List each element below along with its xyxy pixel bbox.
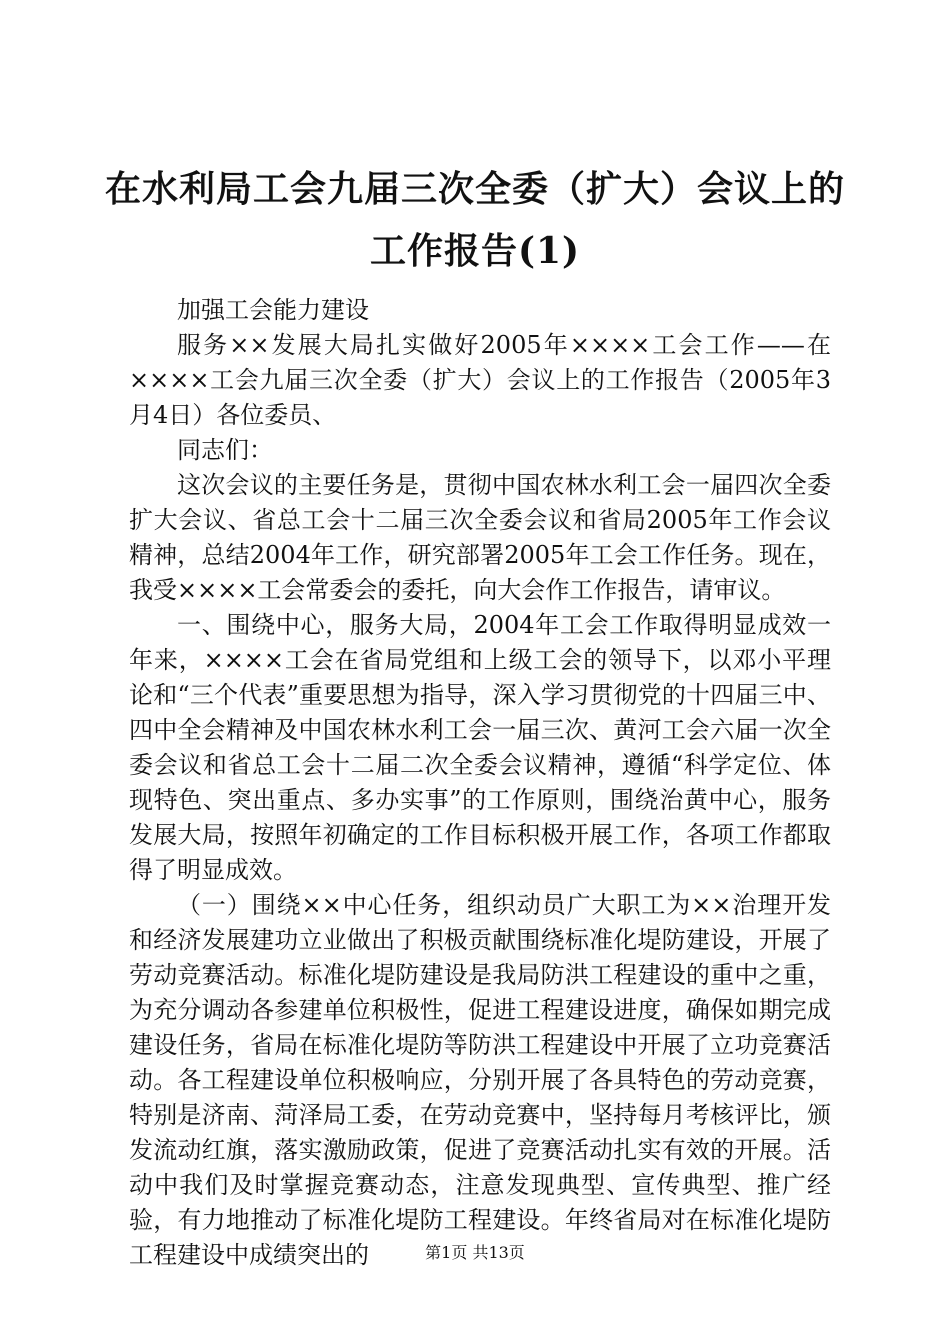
- paragraph-heading: 加强工会能力建设: [177, 296, 369, 324]
- page-footer: 第1页 共13页: [425, 1243, 525, 1262]
- paragraph-salutation: 同志们：: [177, 436, 273, 464]
- paragraph: 一、围绕中心，服务大局，2004年工会工作取得明显成效一年来，××××工会在省局党组和上级工会的领导下，以邓小平理论和“三个代表”重要思想为指导，深入学习贯彻党的十四届三中、四中全会精神及中国农林水利工会一届三次、黄河工会六届一次全委会议和省总工会十二届二次全委会议精神，遵循“科学定位、体现特色、突出重点、多办实事”的工作原则，围绕治黄中心，服务发展大局，按照年初确定的工作目标积极开展工作，各项工作都取得了明显成效。: [129, 611, 831, 884]
- document-body: [129, 293, 831, 1273]
- paragraph: （一）围绕××中心任务，组织动员广大职工为××治理开发和经济发展建功立业做出了积极贡献围绕标准化堤防建设，开展了劳动竞赛活动。标准化堤防建设是我局防洪工程建设的重中之重，为充分调动各参建单位积极性，促进工程建设进度，确保如期完成建设任务，省局在标准化堤防等防洪工程建设中开展了立功竞赛活动。各工程建设单位积极响应，分别开展了各具特色的劳动竞赛，特别是济南、菏泽局工委，在劳动竞赛中，坚持每月考核评比，颁发流动红旗，落实激励政策，促进了竞赛活动扎实有效的开展。活动中我们及时掌握竞赛动态，注意发现典型、宣传典型、推广经验，有力地推动了标准化堤防工程建设。年终省局对在标准化堤防工程建设中成绩突出的: [129, 891, 831, 1269]
- paragraph: 这次会议的主要任务是，贯彻中国农林水利工会一届四次全委扩大会议、省总工会十二届三次全委会议和省局2005年工作会议精神，总结2004年工作，研究部署2005年工会工作任务。现在，我受××××工会常委会的委托，向大会作工作报告，请审议。: [129, 471, 831, 604]
- paragraph-subtitle: 服务××发展大局扎实做好2005年××××工会工作——在××××工会九届三次全委（扩大）会议上的工作报告（2005年3月4日）各位委员、: [129, 331, 831, 429]
- document-title: 在水利局工会九届三次全委（扩大）会议上的工作报告(1): [104, 168, 845, 272]
